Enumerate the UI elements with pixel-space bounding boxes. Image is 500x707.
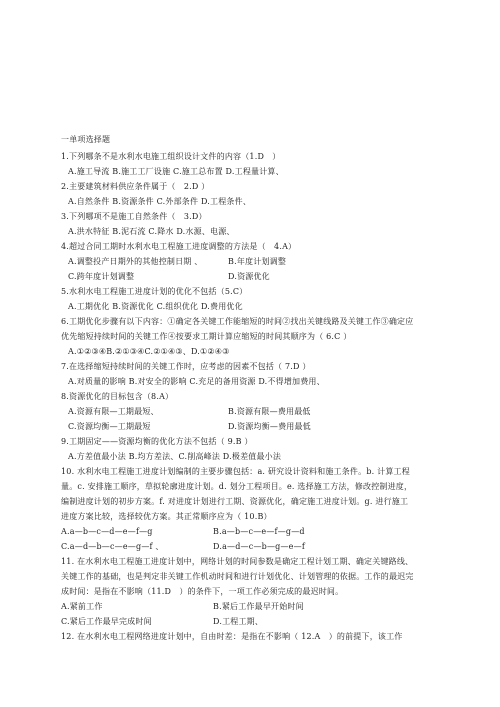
question-6-stem-line-2: 优先缩短持续时间的关键工作④按要求工期计算应缩短的时间其顺序为（ 6.C ） [61,332,352,341]
question-4-options-row-1 [61,254,446,269]
option-a: A.紧前工作 [61,602,103,611]
question-7-options: A.对质量的影响 B.对安全的影响 C.充足的备用资源 D.不得增加费用、 [68,377,325,386]
question-10-options-row-2 [61,539,446,554]
option-c: C.紧后工作最早完成时间 [61,617,152,626]
question-5-stem: 5.水利水电工程施工进度计划的优化不包括（5.C） [61,287,248,296]
question-4-options-row-2 [61,269,446,284]
question-10-stem-line-1: 10. 水利水电工程施工进度计划编制的主要步骤包括：a. 研究设计资料和施工条件。b. 计算工程 [61,467,410,476]
option-d: D.资源均衡—费用最低 [228,422,311,431]
question-8-options-row-1 [61,404,446,419]
option-c: C.a—d—b—c—e—g—f 、 [61,542,164,551]
question-3-options: A.洪水特征 B.泥石流 C.降水 D.水源、电源、 [68,227,235,236]
question-3-stem: 3.下列哪项不是施工自然条件（ 3.D） [61,212,207,221]
option-b: B.资源有限—费用最低 [228,407,311,416]
option-c: C.资源均衡—工期最短 [68,422,151,431]
question-10-stem-line-3: 编制进度计划的初步方案。f. 对进度计划进行工期、资源优化，确定施工进度计划。g. 进行施工 [61,497,409,506]
option-a: A.资源有限—工期最短、 [68,407,159,416]
question-2-options: A.自然条件 B.资源条件 C.外部条件 D.工程条件、 [68,197,252,206]
question-11-stem-line-2: 关键工作的基础，也是判定非关键工作机动时间和进行计划优化、计划管理的依据。工作的最迟完 [61,572,414,581]
question-4-stem: 4.超过合同工期时水利水电工程施工进度调整的方法是（ 4.A） [61,242,297,251]
question-12-stem: 12. 在水利水电工程网络进度计划中，自由时差：是指在不影响（ 12.A ）的前提下，该工作 [61,632,403,641]
question-8-options-row-2 [61,419,446,434]
option-d: D.工程工期、 [213,617,264,626]
option-d: D.资源优化 [228,272,270,281]
question-7-stem: 7.在选择缩短持续时间的关键工作时，应考虑的因素不包括（ 7.D ） [61,362,311,371]
question-11-stem-line-3: 成时间：是指在不影响（11.D ）的条件下，一项工作必须完成的最迟时间。 [61,587,344,596]
option-a: A.a—b—c—d—e—f—g [61,527,153,536]
question-11-stem-line-1: 11. 在水利水电工程施工进度计划中，网络计划的时间参数是确定工程计划工期、确定关键路线、 [61,557,414,566]
section-title: 一单项选择题 [61,135,111,144]
question-1-stem: 1.下列哪条不是水利水电施工组织设计文件的内容（1.D ） [61,152,281,161]
question-9-stem: 9.工期固定——资源均衡的优化方法不包括（ 9.B ） [61,437,253,446]
option-b: B.a—b—c—e—f—g—d [213,527,305,536]
question-9-options: A.方差值最小法 B.均方差法、C.削高峰法 D.极差值最小法 [68,452,282,461]
question-2-stem: 2.主要建筑材料供应条件属于（ 2.D ） [61,182,210,191]
question-10-stem-line-4: 进度方案比较，选择较优方案。其正常顺序应为（ 10.B） [61,512,272,521]
question-11-options-row-2 [61,614,446,629]
option-c: C.跨年度计划调整 [68,272,135,281]
question-10-stem-line-2: 量。c. 安排施工顺序，草拟轮廓进度计划。d. 划分工程项目。e. 选择施工方法，修改控制进度， [61,482,413,491]
question-11-options-row-1 [61,599,446,614]
option-b: B.年度计划调整 [228,257,287,266]
question-10-options-row-1 [61,524,446,539]
question-6-options: A.①②③④B.②①③④C.②①④③、D.①②④③ [68,347,230,356]
question-1-options: A.施工导流 B.施工工厂设施 C.施工总布置 D.工程量计算、 [68,167,284,176]
question-6-stem-line-1: 6.工期优化步骤有以下内容：①确定各关键工作能缩短的时间②找出关键线路及关键工作③确定应 [61,317,414,326]
option-d: D.a—d—c—b—g—e—f [213,542,305,551]
option-a: A.调整投产日期外的其他控制日期 、 [68,257,203,266]
question-5-options: A.工期优化 B.资源优化 C.组织优化 D.费用优化 [68,302,243,311]
question-8-stem: 8.资源优化的目标包含（8.A） [61,392,174,401]
option-b: B.紧后工作最早开始时间 [213,602,304,611]
